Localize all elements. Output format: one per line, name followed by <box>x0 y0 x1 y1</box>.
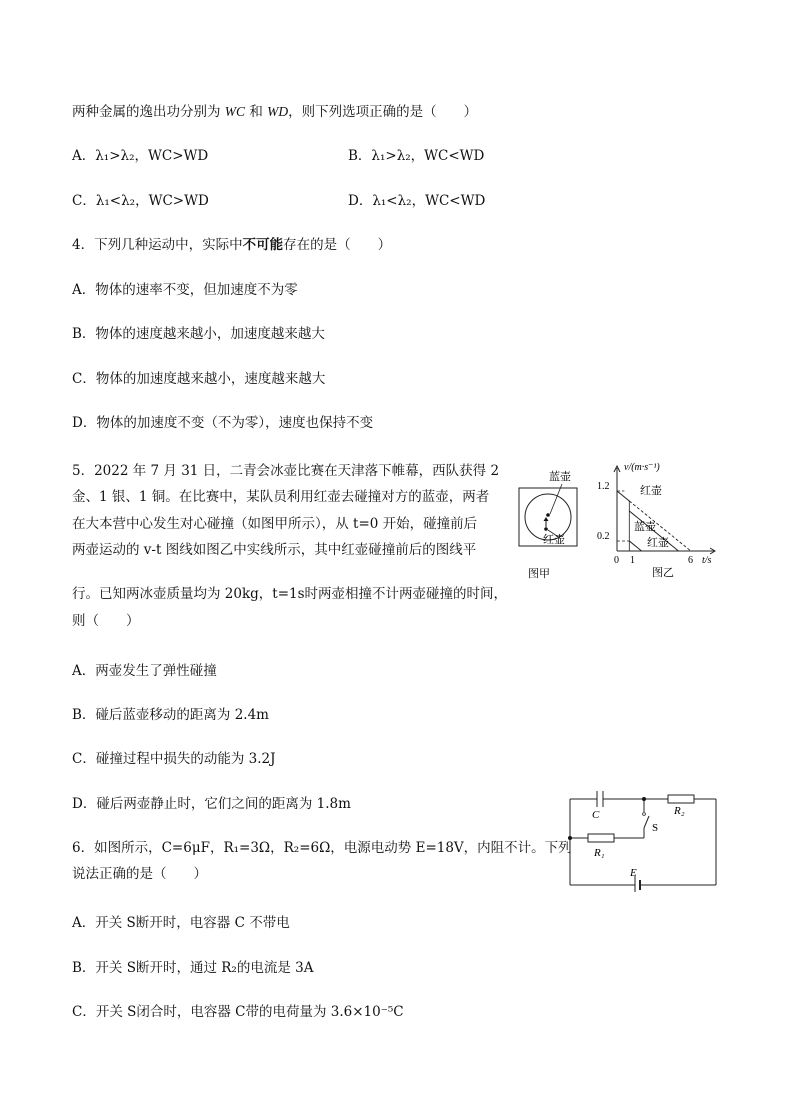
q5-option-b: B．碰后蓝壶移动的距离为 2.4m <box>72 707 269 723</box>
figure-b-xtick-6: 6 <box>688 555 693 566</box>
q5-stem-line-3: 在大本营中心发生对心碰撞（如图甲所示），从 t=0 开始，碰撞前后 <box>72 516 478 532</box>
q5-option-c: C．碰撞过程中损失的动能为 3.2J <box>72 751 276 767</box>
resistor-r1 <box>588 834 614 842</box>
q5-stem-line-1: 5．2022 年 7 月 31 日，二青会冰壶比赛在天津落下帷幕，西队获得 2 <box>72 463 500 479</box>
q5-stem-line-5: 行。已知两冰壶质量均为 20kg，t=1s时两壶相撞不计两壶碰撞的时间， <box>72 586 508 602</box>
q4-option-b: B．物体的速度越来越小，加速度越来越大 <box>72 326 325 342</box>
figure-a-label-blue: 蓝壶 <box>549 471 571 483</box>
figure-b-xtick-0: 0 <box>614 555 619 566</box>
q6-option-b: B．开关 S断开时，通过 R₂的电流是 3A <box>72 960 314 976</box>
figure-b-ytick-0.2: 0.2 <box>597 531 610 542</box>
q6-stem-line-2: 说法正确的是（ ） <box>72 866 207 882</box>
q6-stem-line-1: 6．如图所示，C=6μF，R₁=3Ω，R₂=6Ω，电源电动势 E=18V，内阻不计。下列 <box>72 840 572 856</box>
q6-option-c: C．开关 S闭合时，电容器 C带的电荷量为 3.6×10⁻⁵C <box>72 1004 404 1020</box>
red-after-line <box>629 541 641 551</box>
q5-stem-line-2: 金、1 银、1 铜。在比赛中，某队员利用红壶去碰撞对方的蓝壶，两者 <box>72 489 490 505</box>
figure-b-xtick-1: 1 <box>630 555 635 566</box>
figure-b <box>594 458 720 584</box>
figure-b-label-blue: 蓝壶 <box>634 521 656 533</box>
figure-a-caption: 图甲 <box>528 568 550 580</box>
figure-a-red-stone <box>544 527 548 531</box>
red-before-line <box>617 491 629 501</box>
q5-stem-line-6: 则（ ） <box>72 613 140 629</box>
figure-b-ylabel: v/(m·s⁻¹) <box>624 462 660 473</box>
label-c: C <box>592 809 600 821</box>
q5-option-a: A．两壶发生了弹性碰撞 <box>72 663 217 679</box>
figure-b-ytick-1.2: 1.2 <box>597 481 610 492</box>
label-r1: R₁ <box>594 847 605 859</box>
resistor-r2 <box>668 795 694 803</box>
q4-option-d: D．物体的加速度不变（不为零），速度也保持不变 <box>72 415 374 431</box>
q4-option-a: A．物体的速率不变，但加速度不为零 <box>72 282 298 298</box>
figure-b-label-red-after: 红壶 <box>647 537 669 549</box>
q5-option-d: D．碰后两壶静止时，它们之间的距离为 1.8m <box>72 796 351 812</box>
figure-b-label-red-before: 红壶 <box>640 485 662 497</box>
q4-option-c: C．物体的加速度越来越小，速度越来越大 <box>72 371 326 387</box>
q6-option-a: A．开关 S断开时，电容器 C 不带电 <box>72 915 290 931</box>
switch-s <box>644 816 649 828</box>
figure-a-label-red: 红壶 <box>543 534 565 546</box>
label-r2: R₂ <box>674 805 685 817</box>
q3-option-c: C．λ₁<λ₂，WC>WD <box>72 193 209 209</box>
circuit-diagram <box>562 784 724 892</box>
figure-a <box>515 466 585 582</box>
q3-option-b: B．λ₁>λ₂，WC<WD <box>348 148 485 164</box>
q3-option-d: D．λ₁<λ₂，WC<WD <box>348 193 486 209</box>
junction-left <box>568 836 572 840</box>
q3-option-a: A．λ₁>λ₂，WC>WD <box>72 148 209 164</box>
junction-top <box>642 797 646 801</box>
q3-stem: 两种金属的逸出功分别为 WC 和 WD，则下列选项正确的是（ ） <box>72 104 478 120</box>
q4-stem: 4．下列几种运动中，实际中不可能存在的是（ ） <box>72 237 392 253</box>
figure-b-xlabel: t/s <box>702 555 712 566</box>
label-s: S <box>652 822 659 834</box>
figure-a-blue-stone <box>546 513 550 517</box>
figure-b-caption: 图乙 <box>652 567 674 579</box>
label-e: E <box>630 867 637 879</box>
q5-stem-line-4: 两壶运动的 v-t 图线如图乙中实线所示，其中红壶碰撞前后的图线平 <box>72 542 477 558</box>
